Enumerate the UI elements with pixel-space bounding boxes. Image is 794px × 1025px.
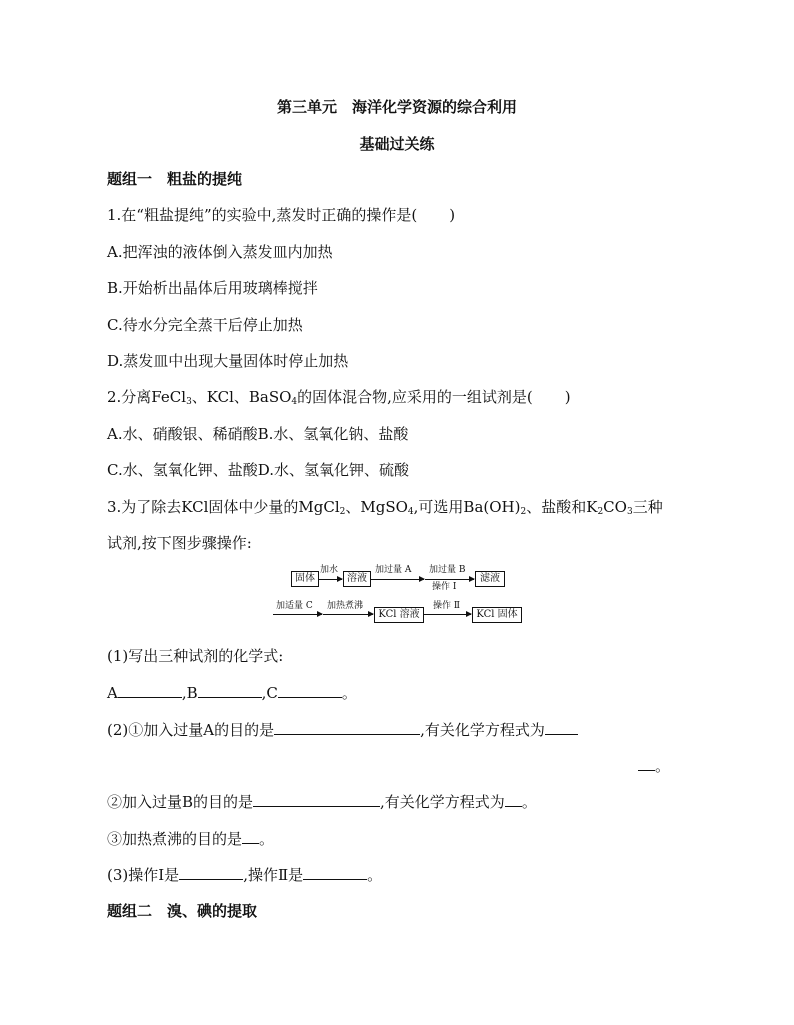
label-operation-2: 操作 Ⅱ — [433, 601, 460, 611]
answer-blank-operation-1[interactable] — [179, 864, 243, 880]
q2-stem — [107, 387, 571, 412]
q3-text: 、盐酸和K — [526, 498, 598, 516]
answer-blank-purpose-a[interactable] — [274, 719, 420, 735]
group1-heading: 题组一 粗盐的提纯 — [107, 170, 243, 188]
q1-close-paren: ) — [449, 206, 456, 224]
q1-option-d: D.蒸发皿中出现大量固体时停止加热 — [107, 352, 349, 370]
q3-sub: 2 — [520, 507, 527, 517]
q3-part2a-end: 。 — [655, 757, 671, 775]
q3-part2c-end: 。 — [259, 830, 275, 848]
q2-text: 、KCl、BaSO — [191, 388, 292, 406]
answer-blank-boiling[interactable] — [242, 828, 259, 844]
q3-sub: 2 — [339, 507, 346, 517]
label-operation-1: 操作 Ⅰ — [432, 582, 457, 592]
q3-part2a — [107, 719, 578, 740]
label-add-b: 加过量 B — [429, 565, 466, 575]
label-heat-boil: 加热煮沸 — [327, 601, 364, 611]
q3-stem-line2: 试剂,按下图步骤操作: — [107, 534, 252, 552]
box-kcl-solid: KCl 固体 — [472, 607, 522, 623]
q3-text: ,可选用Ba(OH) — [413, 498, 521, 516]
q3-part1: (1)写出三种试剂的化学式: — [107, 647, 284, 665]
answer-blank-purpose-b[interactable] — [253, 791, 380, 807]
q1-option-b: B.开始析出晶体后用玻璃棒搅拌 — [107, 279, 318, 297]
q2-close-paren: ) — [564, 388, 571, 406]
q3-text: 3.为了除去KCl固体中少量的MgCl — [107, 498, 340, 516]
q3-part3 — [107, 864, 382, 885]
q1-option-a: A.把浑浊的液体倒入蒸发皿内加热 — [107, 243, 333, 261]
arrow-operation-2 — [423, 614, 471, 615]
q2-sub: 4 — [291, 397, 298, 407]
answer-blank-equation-a[interactable] — [545, 719, 578, 735]
q3-label-a: A — [107, 684, 118, 702]
label-add-a: 加过量 A — [375, 565, 412, 575]
q3-part2c-text: ③加热煮沸的目的是 — [107, 830, 243, 848]
q3-period: 。 — [341, 684, 357, 702]
answer-blank-a[interactable] — [118, 682, 182, 698]
doc-subtitle: 基础过关练 — [359, 135, 435, 153]
q3-part2b-mid: ,有关化学方程式为 — [380, 793, 505, 811]
q3-text: 三种 — [632, 498, 663, 516]
answer-blank-operation-2[interactable] — [303, 864, 367, 880]
arrow-add-c — [273, 614, 322, 615]
q3-sub: 2 — [597, 507, 604, 517]
q3-part1-answers — [107, 682, 357, 703]
q3-part2b-end: 。 — [521, 793, 537, 811]
q3-sub: 4 — [407, 507, 414, 517]
box-filtrate: 滤液 — [475, 571, 505, 587]
q3-label-b: ,B — [181, 684, 198, 702]
q3-part3-mid: ,操作Ⅱ是 — [243, 866, 304, 884]
q3-stem — [107, 497, 663, 522]
arrow-heat-boil — [323, 614, 373, 615]
q3-part2b-text: ②加入过量B的目的是 — [107, 793, 254, 811]
q3-text: 、MgSO — [345, 498, 408, 516]
q1-stem-text: 1.在“粗盐提纯”的实验中,蒸发时正确的操作是( — [107, 206, 418, 224]
q2-sub: 3 — [186, 397, 192, 407]
arrow-add-a — [370, 579, 424, 580]
group2-heading: 题组二 溴、碘的提取 — [107, 902, 258, 920]
q2-options-ab: A.水、硝酸银、稀硝酸B.水、氢氧化钠、盐酸 — [107, 425, 409, 443]
q3-part3-text: (3)操作Ⅰ是 — [107, 866, 180, 884]
box-solid: 固体 — [291, 571, 319, 587]
q2-text: 2.分离FeCl — [107, 388, 187, 406]
q3-part3-end: 。 — [367, 866, 383, 884]
arrow-add-water — [318, 579, 342, 580]
q3-part2a-continued — [638, 755, 670, 776]
answer-blank-equation-a-cont[interactable] — [638, 755, 655, 771]
q2-text: 的固体混合物,应采用的一组试剂是( — [297, 388, 533, 406]
process-flow-diagram — [265, 563, 530, 629]
answer-blank-b[interactable] — [198, 682, 262, 698]
q1-option-c: C.待水分完全蒸干后停止加热 — [107, 316, 303, 334]
q3-part2c — [107, 828, 274, 849]
answer-blank-equation-b[interactable] — [505, 791, 522, 807]
label-add-c: 加适量 C — [276, 601, 313, 611]
q3-part2a-text: (2)①加入过量A的目的是 — [107, 721, 275, 739]
q3-label-c: ,C — [261, 684, 278, 702]
q3-sub: 3 — [626, 507, 633, 517]
arrow-add-b — [425, 579, 474, 580]
q3-part2b — [107, 791, 537, 812]
label-add-water: 加水 — [320, 565, 339, 575]
doc-title: 第三单元 海洋化学资源的综合利用 — [276, 98, 517, 116]
q2-options-cd: C.水、氢氧化钾、盐酸D.水、氢氧化钾、硫酸 — [107, 461, 409, 479]
q3-text: CO — [603, 498, 627, 516]
answer-blank-c[interactable] — [278, 682, 342, 698]
q3-part2a-mid: ,有关化学方程式为 — [420, 721, 545, 739]
box-kcl-solution: KCl 溶液 — [374, 607, 424, 623]
box-solution: 溶液 — [343, 571, 371, 587]
q1-stem — [107, 205, 455, 225]
